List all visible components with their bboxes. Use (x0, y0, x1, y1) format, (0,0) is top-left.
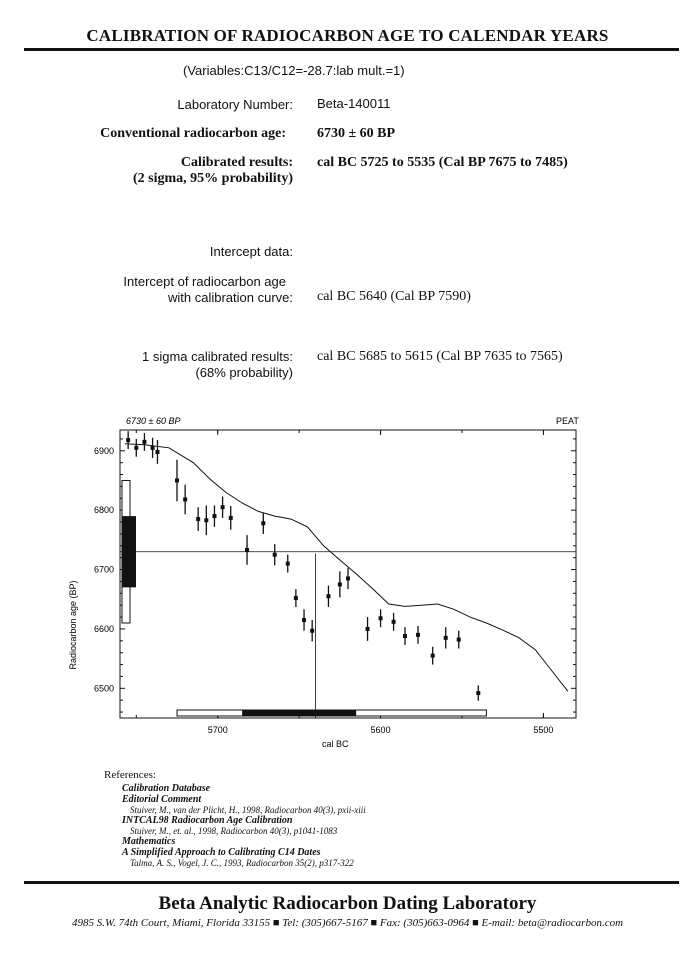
data-point (366, 627, 370, 631)
data-point (457, 638, 461, 642)
lab-number-value: Beta-140011 (317, 96, 391, 111)
data-point (155, 450, 159, 454)
intercept-data-label: Intercept data: (209, 244, 293, 259)
calibrated-label: Calibrated results: (180, 155, 293, 170)
data-point (379, 616, 383, 620)
intercept-label-1: Intercept of radiocarbon age (123, 274, 286, 289)
conventional-age-label: Conventional radiocarbon age: (100, 126, 286, 141)
chart-material-label: PEAT (556, 416, 579, 426)
data-point (273, 553, 277, 557)
data-point (310, 629, 314, 633)
ref-cite-2: Stuiver, M., van der Plicht, H., 1998, Radiocarbon 40(3), pxii-xiii (130, 805, 366, 815)
references-heading: References: (104, 769, 156, 781)
chart-x-label: cal BC (322, 739, 349, 749)
data-point (245, 548, 249, 552)
variables-text: (Variables:C13/C12=-28.7:lab mult.=1) (183, 63, 405, 78)
data-point (476, 691, 480, 695)
ref-cite-5: Talma, A. S., Vogel, J. C., 1993, Radiocarbon 35(2), p317-322 (130, 858, 354, 868)
intercept-label-2: with calibration curve: (168, 290, 293, 305)
y-tick-label: 6500 (93, 683, 114, 694)
y-tick-label: 6900 (93, 445, 114, 456)
data-point (175, 478, 179, 482)
data-point (142, 440, 146, 444)
calibrated-value: cal BC 5725 to 5535 (Cal BP 7675 to 7485) (317, 155, 568, 170)
footer-address: 4985 S.W. 74th Court, Miami, Florida 33155 ■ Tel: (305)667-5167 ■ Fax: (305)663-0964 ■ E-mail: beta@radiocarbon.com (71, 917, 624, 929)
calibration-chart (60, 410, 590, 755)
ref-head-1: Calibration Database (122, 783, 211, 794)
one-sigma-sublabel: (68% probability) (195, 365, 293, 380)
data-point (204, 518, 208, 522)
x-tick-label: 5600 (370, 725, 391, 735)
references (104, 769, 366, 868)
data-point (229, 516, 233, 520)
data-point (196, 517, 200, 521)
chart-y-label: Radiocarbon age (BP) (68, 580, 78, 670)
x-tick-label: 5700 (207, 725, 228, 735)
data-point (302, 618, 306, 622)
data-point (431, 654, 435, 658)
intercept-value: cal BC 5640 (Cal BP 7590) (317, 289, 471, 304)
data-point (346, 576, 350, 580)
calibration-curve (125, 444, 568, 692)
chart-sample-label: 6730 ± 60 BP (126, 416, 181, 426)
footer-lab-name: Beta Analytic Radiocarbon Dating Laboratory (158, 893, 537, 914)
one-sigma-x-bar (242, 710, 356, 716)
data-point (126, 438, 130, 442)
data-point (286, 562, 290, 566)
y-tick-label: 6600 (93, 623, 114, 634)
one-sigma-label: 1 sigma calibrated results: (141, 349, 293, 364)
y-tick-label: 6800 (93, 505, 114, 516)
ref-head-2: Editorial Comment (122, 794, 202, 805)
conventional-age-value: 6730 ± 60 BP (317, 126, 396, 141)
ref-cite-3: Stuiver, M., et. al., 1998, Radiocarbon 40(3), p1041-1083 (130, 826, 338, 836)
data-point (338, 582, 342, 586)
data-point (183, 497, 187, 501)
data-point (403, 634, 407, 638)
data-point (392, 620, 396, 624)
one-sigma-y-bar (122, 516, 136, 587)
lab-number-label: Laboratory Number: (177, 97, 293, 112)
y-tick-label: 6700 (93, 564, 114, 575)
one-sigma-value: cal BC 5685 to 5615 (Cal BP 7635 to 7565) (317, 349, 563, 364)
calibrated-sublabel: (2 sigma, 95% probability) (133, 171, 293, 186)
title-rule (24, 48, 679, 51)
footer-rule (24, 881, 679, 884)
x-tick-label: 5500 (533, 725, 554, 735)
data-point (151, 446, 155, 450)
data-point (261, 521, 265, 525)
data-point (416, 633, 420, 637)
data-point (221, 505, 225, 509)
data-point (326, 594, 330, 598)
ref-head-5: A Simplified Approach to Calibrating C14 Dates (122, 847, 321, 858)
data-point (212, 514, 216, 518)
data-point (444, 636, 448, 640)
data-point (134, 446, 138, 450)
data-point (294, 596, 298, 600)
ref-head-3: INTCAL98 Radiocarbon Age Calibration (122, 815, 293, 826)
ref-head-4: Mathematics (122, 836, 176, 847)
page-title: CALIBRATION OF RADIOCARBON AGE TO CALENDAR YEARS (86, 26, 609, 45)
